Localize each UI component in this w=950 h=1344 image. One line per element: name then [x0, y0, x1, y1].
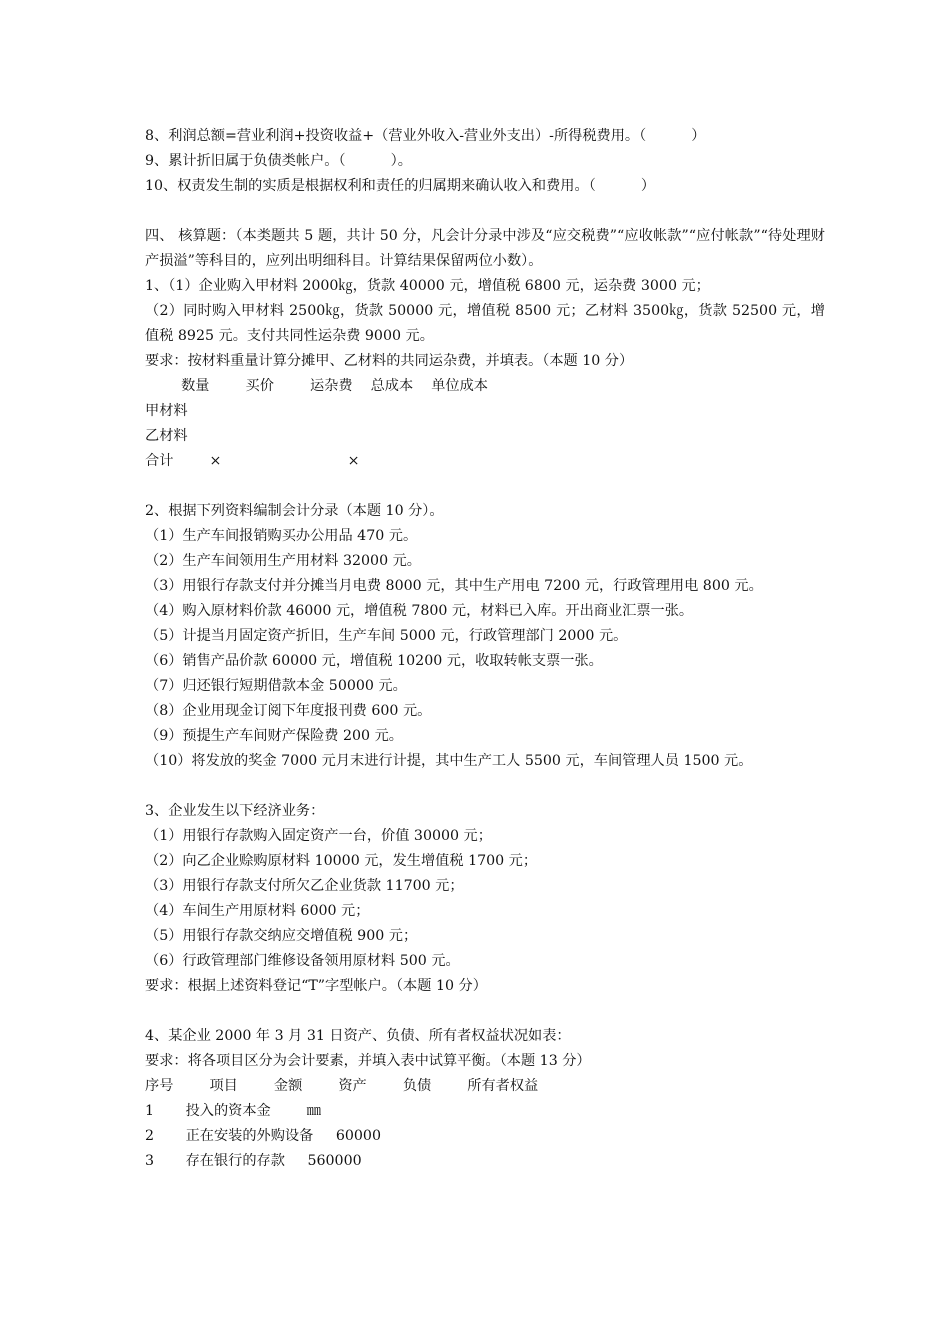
list-item: （5）用银行存款交纳应交增值税 900 元； — [145, 928, 418, 944]
q4-title: 4、某企业 2000 年 3 月 31 日资产、负债、所有者权益状况如表： — [145, 1028, 571, 1044]
list-item: （9）预提生产车间财产保险费 200 元。 — [145, 728, 403, 744]
list-item: （7）归还银行短期借款本金 50000 元。 — [145, 678, 407, 694]
spacer — [145, 199, 825, 224]
q3-title: 3、企业发生以下经济业务： — [145, 803, 325, 819]
list-item: （8）企业用现金订阅下年度报刊费 600 元。 — [145, 703, 432, 719]
table-row: 3 存在银行的存款 560000 — [145, 1153, 362, 1169]
q1-line1: 1、（1）企业购入甲材料 2000㎏，货款 40000 元，增值税 6800 元，运杂费 3000 元； — [145, 278, 710, 294]
list-item: （4）车间生产用原材料 6000 元； — [145, 903, 370, 919]
list-item: （3）用银行存款支付所欠乙企业货款 11700 元； — [145, 878, 464, 894]
judge-q10: 10、权责发生制的实质是根据权利和责任的归属期来确认收入和费用。（ ） — [145, 178, 656, 194]
list-item: （10）将发放的奖金 7000 元月末进行计提，其中生产工人 5500 元，车间管理人员 1500 元。 — [145, 753, 753, 769]
document-page — [145, 124, 825, 1174]
section4-heading: 四、 核算题：（本类题共 5 题，共计 50 分，凡会计分录中涉及“应交税费”“应收帐款”“应付帐款”“待处理财产损溢”等科目的，应列出明细科目。计算结果保留两位小数）。 — [145, 228, 825, 269]
q2-title: 2、根据下列资料编制会计分录（本题 10 分）。 — [145, 503, 444, 519]
table-row: 1 投入的资本金 ㎜ — [145, 1103, 321, 1119]
q1-table-row-total: 合计 × × — [145, 453, 360, 469]
list-item: （3）用银行存款支付并分摊当月电费 8000 元，其中生产用电 7200 元，行政管理用电 800 元。 — [145, 578, 763, 594]
q1-line2: （2）同时购入甲材料 2500㎏，货款 50000 元，增值税 8500 元；乙材料 3500㎏，货款 52500 元，增值税 8925 元。支付共同性运杂费 9000 元。 — [145, 303, 825, 344]
list-item: （6）销售产品价款 60000 元，增值税 10200 元，收取转帐支票一张。 — [145, 653, 603, 669]
list-item: （4）购入原材料价款 46000 元，增值税 7800 元，材料已入库。开出商业汇票一张。 — [145, 603, 694, 619]
spacer — [145, 774, 825, 799]
q1-table-row-jia: 甲材料 — [145, 403, 188, 419]
q4-requirement: 要求：将各项目区分为会计要素，并填入表中试算平衡。（本题 13 分） — [145, 1053, 591, 1069]
judge-q8: 8、利润总额=营业利润+投资收益+（营业外收入-营业外支出）-所得税费用。（ ） — [145, 128, 706, 144]
table-row: 2 正在安装的外购设备 60000 — [145, 1128, 381, 1144]
q3-requirement: 要求：根据上述资料登记“T”字型帐户。（本题 10 分） — [145, 978, 487, 994]
spacer — [145, 474, 825, 499]
list-item: （5）计提当月固定资产折旧，生产车间 5000 元，行政管理部门 2000 元。 — [145, 628, 628, 644]
q1-requirement: 要求：按材料重量计算分摊甲、乙材料的共同运杂费，并填表。（本题 10 分） — [145, 353, 634, 369]
list-item: （2）向乙企业赊购原材料 10000 元，发生增值税 1700 元； — [145, 853, 538, 869]
list-item: （2）生产车间领用生产用材料 32000 元。 — [145, 553, 421, 569]
list-item: （6）行政管理部门维修设备领用原材料 500 元。 — [145, 953, 460, 969]
list-item: （1）生产车间报销购买办公用品 470 元。 — [145, 528, 418, 544]
q4-table-header: 序号 项目 金额 资产 负债 所有者权益 — [145, 1078, 539, 1094]
q1-table-row-yi: 乙材料 — [145, 428, 188, 444]
q1-table-header: 数量 买价 运杂费 总成本 单位成本 — [145, 378, 488, 394]
spacer — [145, 999, 825, 1024]
judge-q9: 9、累计折旧属于负债类帐户。（ ）。 — [145, 153, 412, 169]
list-item: （1）用银行存款购入固定资产一台，价值 30000 元； — [145, 828, 492, 844]
